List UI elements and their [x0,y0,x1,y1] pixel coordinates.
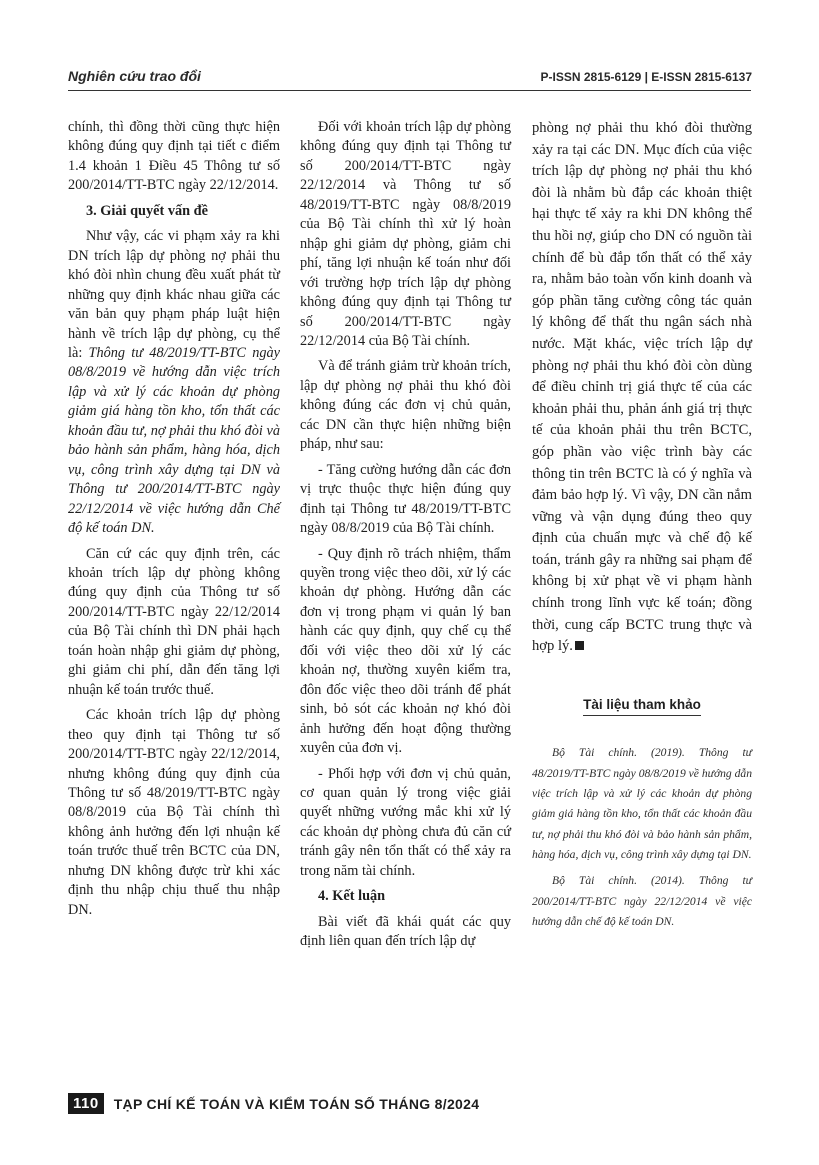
paragraph-text: phòng nợ phải thu khó đòi thường xảy ra tại các DN. Mục đích của việc trích lập dự phòng nợ phải thu khó đòi là nhằm bù đắp các khoản thiệt hại thực tế xảy ra khi DN không thể thu hồi nợ, giúp cho DN có nguồn tài chính để bù đắp tổn thất có thể xảy ra, nhằm bảo toàn vốn kinh doanh và góp phần tăng cường công tác quản lý không để thất thu ngân sách nhà nước. Mặt khác, việc trích lập dự phòng nợ phải thu khó đòi còn dùng để điều chỉnh trị giá thực tế của các khoản phải thu, phản ánh giá trị thực tế của khoản phải thu trên BCTC, góp phần vào việc trình bày các thông tin trên BCTC là có ý nghĩa và đảm bảo hợp lý. Vì vậy, DN cần nắm vững và vận dụng đúng theo quy định của chuẩn mực và chế độ kế toán, tránh gây ra những sai phạm để không bị xử phạt về vi phạm hành chính trong lĩnh vực kế toán; đồng thời, cung cấp BCTC trung thực và hợp lý. [532,120,752,655]
paragraph-text: Như vậy, các vi phạm xảy ra khi DN trích lập dự phòng nợ phải thu khó đòi nhìn chung đều xuất phát từ những quy định khác nhau giữa các văn bản quy phạm pháp luật hiện hành về trích lập dự phòng, cụ thể là: [68,228,280,361]
end-of-article-icon [575,641,584,650]
issn-label: P-ISSN 2815-6129 | E-ISSN 2815-6137 [540,70,752,84]
section-title: Nghiên cứu trao đổi [68,68,201,84]
references-heading [532,694,752,716]
references-heading-text: Tài liệu tham khảo [583,697,701,716]
paragraph-italic-text: Thông tư 48/2019/TT-BTC ngày 08/8/2019 về hướng dẫn việc trích lập và xử lý các khoản dự phòng giảm giá hàng tồn kho, tổn thất các khoản đầu tư, nợ phải thu khó đòi và bảo hành sản phẩm, hàng hóa, dịch vụ, công trình xây dựng tại DN và Thông tư 200/2014/TT-BTC ngày 22/12/2014 về việc hướng dẫn Chế độ kế toán DN. [68,344,280,537]
reference-item: Bộ Tài chính. (2014). Thông tư 200/2014/TT-BTC ngày 22/12/2014 về việc hướng dẫn chế độ kế toán DN. [532,874,752,928]
paragraph: Các khoản trích lập dự phòng theo quy định tại Thông tư số 200/2014/TT-BTC ngày 22/12/2014, nhưng không đúng quy định của Thông tư số 48/2019/TT-BTC ngày 08/8/2019 của Bộ Tài chính thì không ảnh hưởng đến lợi nhuận kế toán trước thuế trên BCTC của DN, nhưng DN không được trừ khi xác định thu nhập chịu thuế thu nhập DN. [68,707,280,918]
page-number: 110 [68,1093,104,1114]
paragraph: chính, thì đồng thời cũng thực hiện không đúng quy định tại tiết c điểm 1.4 khoản 1 Điều 45 Thông tư số 200/2014/TT-BTC ngày 22/12/2014. [68,119,280,194]
header-divider [68,90,751,91]
section-heading: 4. Kết luận [318,888,386,905]
bullet-item: - Tăng cường hướng dẫn các đơn vị trực thuộc thực hiện đúng quy định tại Thông tư 48/2019/TT-BTC ngày 08/8/2019 của Bộ Tài chính. [300,461,511,537]
paragraph [68,227,280,538]
section-heading: 3. Giải quyết vấn đề [86,202,208,219]
paragraph: Và để tránh giảm trừ khoản trích, lập dự phòng nợ phải thu khó đòi không đúng các đơn vị chủ quản, các DN cần thực hiện những biện pháp, như sau: [300,358,511,453]
column-2 [300,118,511,952]
bullet-item: - Phối hợp với đơn vị chủ quản, cơ quan quản lý trong việc giải quyết những vướng mắc khi xử lý các khoản dự phòng chưa đủ căn cứ tránh gây nên tổn thất có thể xảy ra trong năm tài chính. [300,765,511,879]
bullet-item: - Quy định rõ trách nhiệm, thẩm quyền trong việc theo dõi, xử lý các khoản dự phòng. Hướng dẫn các đơn vị trong phạm vi quản lý ban hành các quy định, quy chế cụ thể đối với việc theo dõi xử lý các khoản nợ, thường xuyên kiểm tra, đôn đốc việc theo dõi tránh để phát sinh, bỏ sót các khoản nợ khó đòi ảnh hưởng đến hoạt động thường xuyên của đơn vị. [300,545,511,757]
paragraph: Bài viết đã khái quát các quy định liên quan đến trích lập dự [300,913,511,950]
reference-item: Bộ Tài chính. (2019). Thông tư 48/2019/TT-BTC ngày 08/8/2019 về hướng dẫn việc trích lập và xử lý các khoản dự phòng giảm giá hàng tồn kho, tổn thất các khoản đầu tư, nợ phải thu khó đòi và bảo hành sản phẩm, hàng hóa, dịch vụ, công trình xây dựng tại DN. [532,746,753,861]
paragraph: Căn cứ các quy định trên, các khoản trích lập dự phòng không đúng quy định của Thông tư số 200/2014/TT-BTC ngày 22/12/2014 của Bộ Tài chính thì DN phải hạch toán hoàn nhập ghi giảm dự phòng, ghi giảm chi phí, dẫn đến tăng lợi nhuận kế toán trước thuế. [68,545,280,698]
page-footer [68,1093,479,1114]
column-3 [532,118,752,932]
journal-title: TẠP CHÍ KẾ TOÁN VÀ KIỂM TOÁN SỐ THÁNG 8/2024 [113,1095,480,1112]
column-1 [68,118,280,920]
paragraph [532,118,752,658]
paragraph: Đối với khoản trích lập dự phòng không đúng quy định tại Thông tư số 200/2014/TT-BTC ngày 22/12/2014 và Thông tư số 48/2019/TT-BTC ngày 08/8/2019 của Bộ Tài chính thì xử lý hoàn nhập ghi giảm dự phòng, giảm chi phí, tăng lợi nhuận kế toán như đối với trường hợp trích lập dự phòng không đúng quy định tại Thông tư số 200/2014/TT-BTC ngày 22/12/2014 của Bộ Tài chính. [300,119,511,349]
